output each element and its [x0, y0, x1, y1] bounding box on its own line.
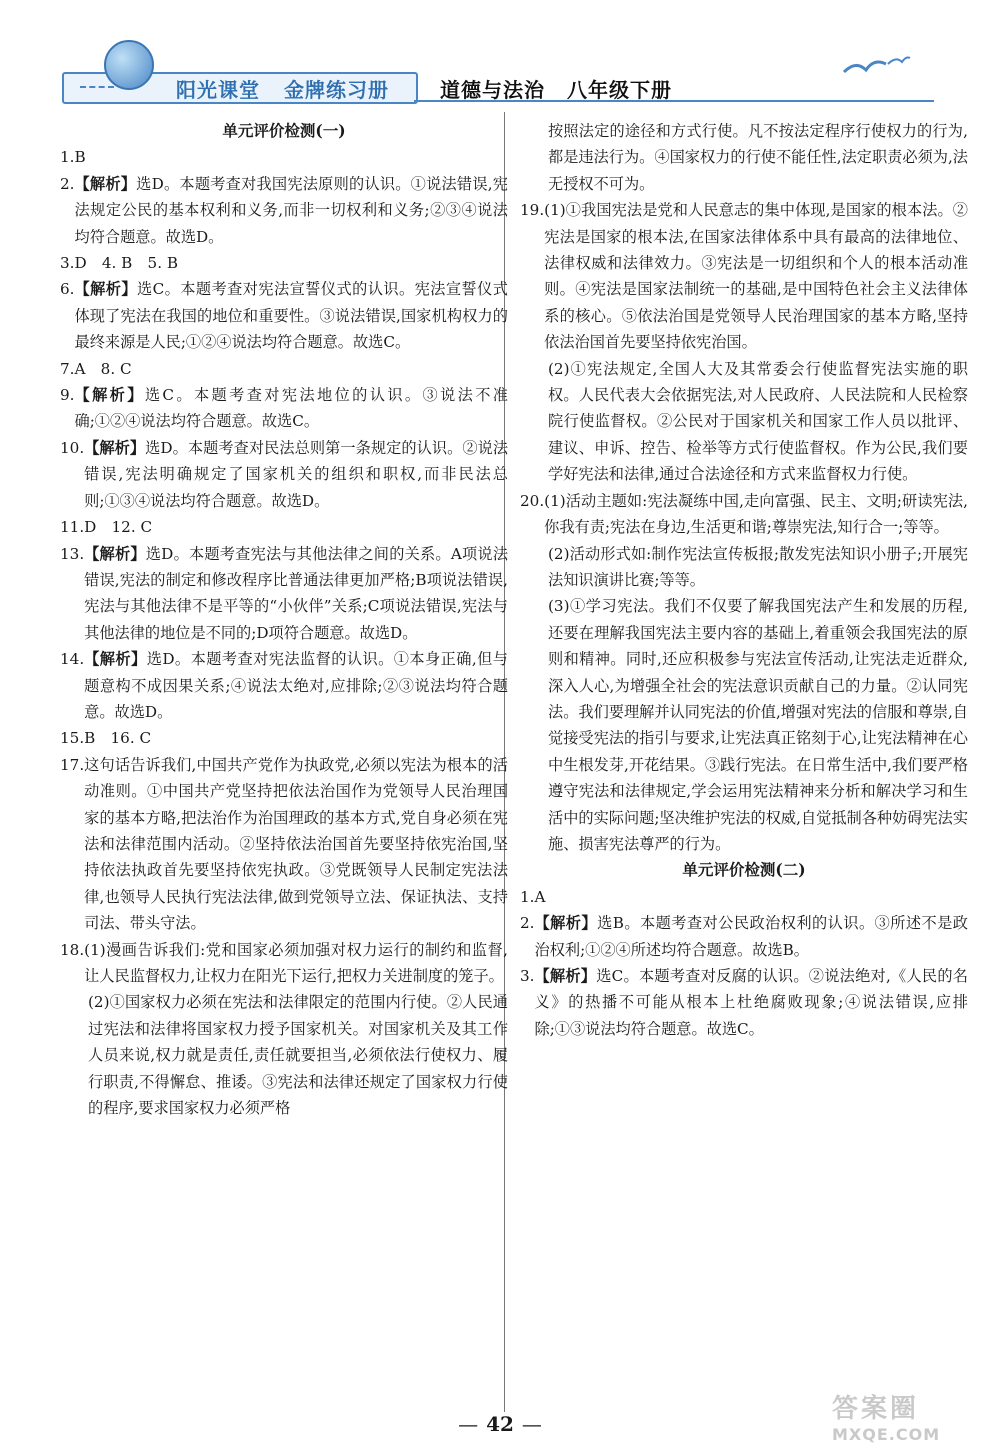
- analysis-tag: 【解析】: [74, 174, 137, 193]
- item-text: [75, 382, 509, 435]
- answer-text: A: [534, 887, 546, 906]
- item-text: [84, 435, 508, 514]
- answer-text: 选C。本题考查对宪法地位的认识。③说法不准确;①②④说法均符合题意。故选C。: [74, 386, 508, 431]
- item-number: 18.: [60, 940, 85, 959]
- answer-text: D 4. B 5. B: [74, 254, 179, 273]
- watermark: [832, 1388, 982, 1446]
- decorative-dash: [80, 86, 114, 88]
- answer-item: [520, 963, 968, 1042]
- item-number: 19.: [520, 201, 545, 220]
- answer-19-part-1: (1)①我国宪法是党和人民意志的集中体现,是国家的根本法。②宪法是国家的根本法,在国家法律体系中具有最高的法律地位、法律权威和法律效力。③宪法是一切组织和个人的根本活动准则。④宪法是国家法制统一的基础,是中国特色社会主义法律体系的核心。⑤依法治国是党领导人民治理国家的基本方略,坚持依法治国首先要坚持依宪治国。: [544, 201, 968, 352]
- answer-text: D 12. C: [84, 518, 153, 537]
- answer-item: [60, 144, 508, 170]
- answer-18-part-2: (2)①国家权力必须在宪法和法律限定的范围内行使。②人民通过宪法和法律将国家权力授予国家机关。对国家机关及其工作人员来说,权力就是责任,责任就要担当,必须依法行使权力、履行职责,不得懈怠、推诿。③宪法和法律还规定了国家权力行使的程序,要求国家权力必须严格: [88, 993, 508, 1118]
- item-number: 11.: [60, 518, 85, 537]
- item-number: 1.: [520, 887, 535, 906]
- answer-item: [520, 884, 968, 910]
- answer-list-1: [60, 144, 508, 989]
- item-text: [535, 884, 969, 910]
- analysis-tag: 【解析】: [74, 386, 145, 405]
- analysis-tag: 【解析】: [534, 967, 597, 985]
- answer-19-part-2: (2)①宪法规定,全国人大及其常委会行使监督宪法实施的职权。人民代表大会依据宪法,对人民政府、人民法院和人民检察院行使监督权。②公民对于国家机关和国家工作人员以批评、建议、申诉、控告、检举等方式行使监督权。作为公民,我们要学好宪法和法律,通过合法途径和方式来监督权力行使。: [548, 359, 968, 484]
- answer-18-continued: 按照法定的途径和方式行使。凡不按法定程序行使权力的行为,都是违法行为。④国家权力的行使不能任性,法定职责必须为,法无授权不可为。: [548, 122, 968, 193]
- section-title-2: 单元评价检测(二): [682, 860, 806, 880]
- analysis-tag: 【解析】: [84, 438, 146, 457]
- answer-text: 选B。本题考查对公民政治权利的认识。③所述不是政治权利;①②④所述均符合题意。故选B。: [534, 914, 968, 959]
- answer-text: 选C。本题考查对反腐的认识。②说法绝对,《人民的名义》的热播不可能从根本上杜绝腐败现象;④说法错误,应排除;①③说法均符合题意。故选C。: [534, 967, 968, 1038]
- answer-20-part-1: (1)活动主题如:宪法凝练中国,走向富强、民主、文明;研读宪法,你我有责;宪法在身边,生活更和谐;尊崇宪法,知行合一;等等。: [544, 491, 968, 537]
- item-text: [84, 541, 508, 647]
- item-number: 13.: [60, 544, 85, 563]
- item-number: 15.: [60, 729, 85, 748]
- right-column: [520, 118, 968, 1042]
- answer-20-part-2: (2)活动形式如:制作宪法宣传板报;散发宪法知识小册子;开展宪法知识演讲比赛;等等。: [548, 544, 968, 589]
- item-number: 20.: [520, 491, 545, 510]
- brand-name-a: 阳光课堂: [176, 78, 260, 102]
- answer-text: 选D。本题考查宪法与其他法律之间的关系。A项说法错误,宪法的制定和修改程序比普通法律更加严格;B项说法错误,宪法与其他法律不是平等的“小伙伴”关系;C项说法错误,宪法与其他法律的地位是不同的;D项符合题意。故选D。: [84, 544, 509, 642]
- answer-text: 选D。本题考查对民法总则第一条规定的认识。②说法错误,宪法明确规定了国家机关的组织和职权,而非民法总则;①③④说法均符合题意。故选D。: [84, 438, 509, 510]
- item-text: [84, 514, 508, 540]
- item-text: [84, 752, 508, 937]
- item-number: 17.: [60, 755, 85, 774]
- item-text: [75, 276, 509, 355]
- globe-logo-icon: [104, 40, 154, 90]
- page-header: [0, 0, 1000, 108]
- answer-item: [60, 171, 508, 250]
- answer-list-2: [520, 884, 968, 1042]
- page-number-value: 42: [486, 1412, 514, 1436]
- answer-text: B 16. C: [84, 729, 152, 748]
- answer-item: [60, 356, 508, 382]
- item-text: [535, 963, 969, 1042]
- answer-item: [60, 382, 508, 435]
- answer-text: 这句话告诉我们,中国共产党作为执政党,必须以宪法为根本的活动准则。①中国共产党坚持把依法治国作为党领导人民治理国家的基本方略,把法治作为治国理政的基本方式,党自身必须在宪法和法律范围内活动。②坚持依法治国首先要坚持依宪治国,坚持依法执政首先要坚持依宪执政。③党既领导人民制定宪法法律,也领导人民执行宪法法律,做到党领导立法、保证执法、支持司法、带头守法。: [84, 755, 508, 933]
- answer-item: [60, 514, 508, 540]
- answer-text: B: [74, 148, 86, 167]
- item-number: 6.: [60, 280, 75, 299]
- watermark-url: MXQE.COM: [832, 1425, 941, 1444]
- item-text: [84, 646, 508, 725]
- item-text: [75, 171, 509, 250]
- answer-item: [60, 725, 508, 751]
- item-number: 9.: [60, 386, 75, 405]
- watermark-logo: 答案圈: [832, 1394, 920, 1424]
- answer-item: [60, 937, 508, 990]
- item-text: [535, 910, 969, 963]
- item-text: [75, 144, 509, 170]
- header-rule: [414, 100, 934, 102]
- answer-item: [60, 435, 508, 514]
- brand-title: [176, 74, 413, 103]
- answer-item: [520, 197, 968, 355]
- answer-item: [60, 646, 508, 725]
- answer-item: [60, 276, 508, 355]
- answer-item: [520, 910, 968, 963]
- answer-item: [520, 488, 968, 541]
- item-number: 3.: [520, 967, 535, 985]
- item-number: 10.: [60, 438, 85, 457]
- item-text: [84, 937, 508, 990]
- answer-text: A 8. C: [74, 359, 132, 378]
- item-number: 7.: [60, 359, 75, 378]
- answer-item: [60, 541, 508, 647]
- answer-item: [60, 752, 508, 937]
- item-number: 2.: [60, 174, 75, 193]
- item-text: [75, 250, 509, 276]
- answer-text: (1)漫画告诉我们:党和国家必须加强对权力运行的制约和监督,让人民监督权力,让权力在阳光下运行,把权力关进制度的笼子。: [84, 940, 508, 985]
- section-title-1: 单元评价检测(一): [222, 121, 346, 140]
- item-number: 1.: [60, 148, 75, 167]
- item-text: [75, 356, 509, 382]
- subject-name: 道德与法治: [440, 78, 545, 102]
- analysis-tag: 【解析】: [84, 650, 147, 669]
- item-text: [84, 725, 508, 751]
- subject-title: [440, 74, 694, 103]
- answer-text: 选C。本题考查对宪法宣誓仪式的认识。宪法宣誓仪式体现了宪法在我国的地位和重要性。③说法错误,国家机构权力的最终来源是人民;①②④说法均符合题意。故选C。: [74, 280, 508, 352]
- answer-text: 选D。本题考查对我国宪法原则的认识。①说法错误,宪法规定公民的基本权利和义务,而非一切权利和义务;②③④说法均符合题意。故选D。: [74, 174, 508, 246]
- left-column: [60, 118, 508, 1121]
- birds-icon: [842, 50, 912, 86]
- analysis-tag: 【解析】: [74, 280, 137, 299]
- item-number: 3.: [60, 254, 75, 273]
- page-dash-right: —: [521, 1412, 542, 1436]
- page-dash-left: —: [458, 1412, 479, 1436]
- item-number: 2.: [520, 914, 535, 933]
- answer-text: 选D。本题考查对宪法监督的认识。①本身正确,但与题意构不成因果关系;④说法太绝对,应排除;②③说法均符合题意。故选D。: [84, 650, 508, 721]
- item-number: 14.: [60, 650, 85, 669]
- analysis-tag: 【解析】: [534, 914, 598, 933]
- analysis-tag: 【解析】: [84, 544, 146, 563]
- brand-name-b: 金牌练习册: [284, 78, 389, 102]
- grade-name: 八年级下册: [567, 78, 672, 102]
- answer-20-part-3: (3)①学习宪法。我们不仅要了解我国宪法产生和发展的历程,还要在理解我国宪法主要内容的基础上,着重领会我国宪法的原则和精神。同时,还应积极参与宪法宣传活动,让宪法走近群众,深入人心,为增强全社会的宪法意识贡献自己的力量。②认同宪法。我们要理解并认同宪法的价值,增强对宪法的信服和尊崇,自觉接受宪法的指引与要求,让宪法真正铭刻于心,让宪法精神在心中生根发芽,开花结果。③践行宪法。在日常生活中,我们要严格遵守宪法和法律规定,学会运用宪法精神来分析和解决学习和生活中的实际问题;坚决维护宪法的权威,自觉抵制各种妨碍宪法实施、损害宪法尊严的行为。: [548, 597, 969, 853]
- answer-item: [60, 250, 508, 276]
